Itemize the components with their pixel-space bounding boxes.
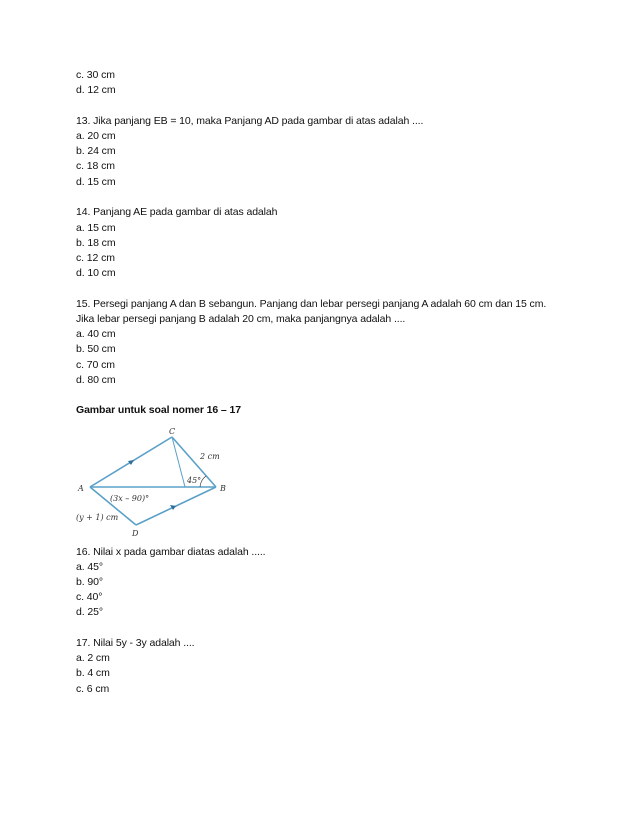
- q15-option-d: d. 80 cm: [76, 373, 116, 386]
- q17-option-c: c. 6 cm: [76, 682, 110, 695]
- q16-option-c: c. 40°: [76, 591, 103, 604]
- label-a: A: [78, 483, 84, 493]
- q17-option-b: b. 4 cm: [76, 667, 110, 680]
- q15-option-b: b. 50 cm: [76, 343, 116, 356]
- q15-question-line1: 15. Persegi panjang A dan B sebangun. Panjang dan lebar persegi panjang A adalah 60 cm dan 15 cm.: [76, 297, 547, 310]
- angle-a-label: (3x – 90)°: [110, 493, 150, 503]
- q16-option-d: d. 25°: [76, 606, 103, 619]
- document-page: [76, 68, 596, 697]
- q16-question: 16. Nilai x pada gambar diatas adalah .....: [76, 545, 266, 558]
- q12-option-c: c. 30 cm: [76, 69, 115, 81]
- q17-option-a: a. 2 cm: [76, 652, 110, 665]
- q14-option-c: c. 12 cm: [76, 251, 115, 264]
- figure-heading: Gambar untuk soal nomer 16 – 17: [76, 404, 241, 417]
- q15-option-a: a. 40 cm: [76, 328, 116, 341]
- q14-option-d: d. 10 cm: [76, 267, 116, 280]
- q15-question-line2: Jika lebar persegi panjang B adalah 20 cm, maka panjangnya adalah ....: [76, 312, 406, 325]
- geometry-figure: [76, 425, 256, 535]
- q13-option-c: c. 18 cm: [76, 160, 115, 173]
- label-b: B: [220, 483, 226, 493]
- label-d: D: [132, 528, 139, 537]
- q16-option-b: b. 90°: [76, 575, 103, 588]
- side-ad-label: (y + 1) cm: [76, 512, 119, 522]
- q14-option-a: a. 15 cm: [76, 221, 116, 234]
- side-cb-label: 2 cm: [200, 451, 220, 461]
- label-c: C: [169, 426, 176, 436]
- q14-option-b: b. 18 cm: [76, 236, 116, 249]
- angle-b-label: 45°: [187, 475, 202, 485]
- geometry-diagram: [76, 425, 256, 537]
- q12-option-d: d. 12 cm: [76, 84, 116, 97]
- q13-option-d: d. 15 cm: [76, 175, 116, 188]
- q13-option-a: a. 20 cm: [76, 130, 116, 143]
- q16-option-a: a. 45°: [76, 560, 103, 573]
- q14-question: 14. Panjang AE pada gambar di atas adalah: [76, 206, 278, 219]
- q17-question: 17. Nilai 5y - 3y adalah ....: [76, 637, 195, 649]
- q13-option-b: b. 24 cm: [76, 145, 116, 158]
- q13-question: 13. Jika panjang EB = 10, maka Panjang AD pada gambar di atas adalah ....: [76, 114, 424, 127]
- q15-option-c: c. 70 cm: [76, 358, 115, 371]
